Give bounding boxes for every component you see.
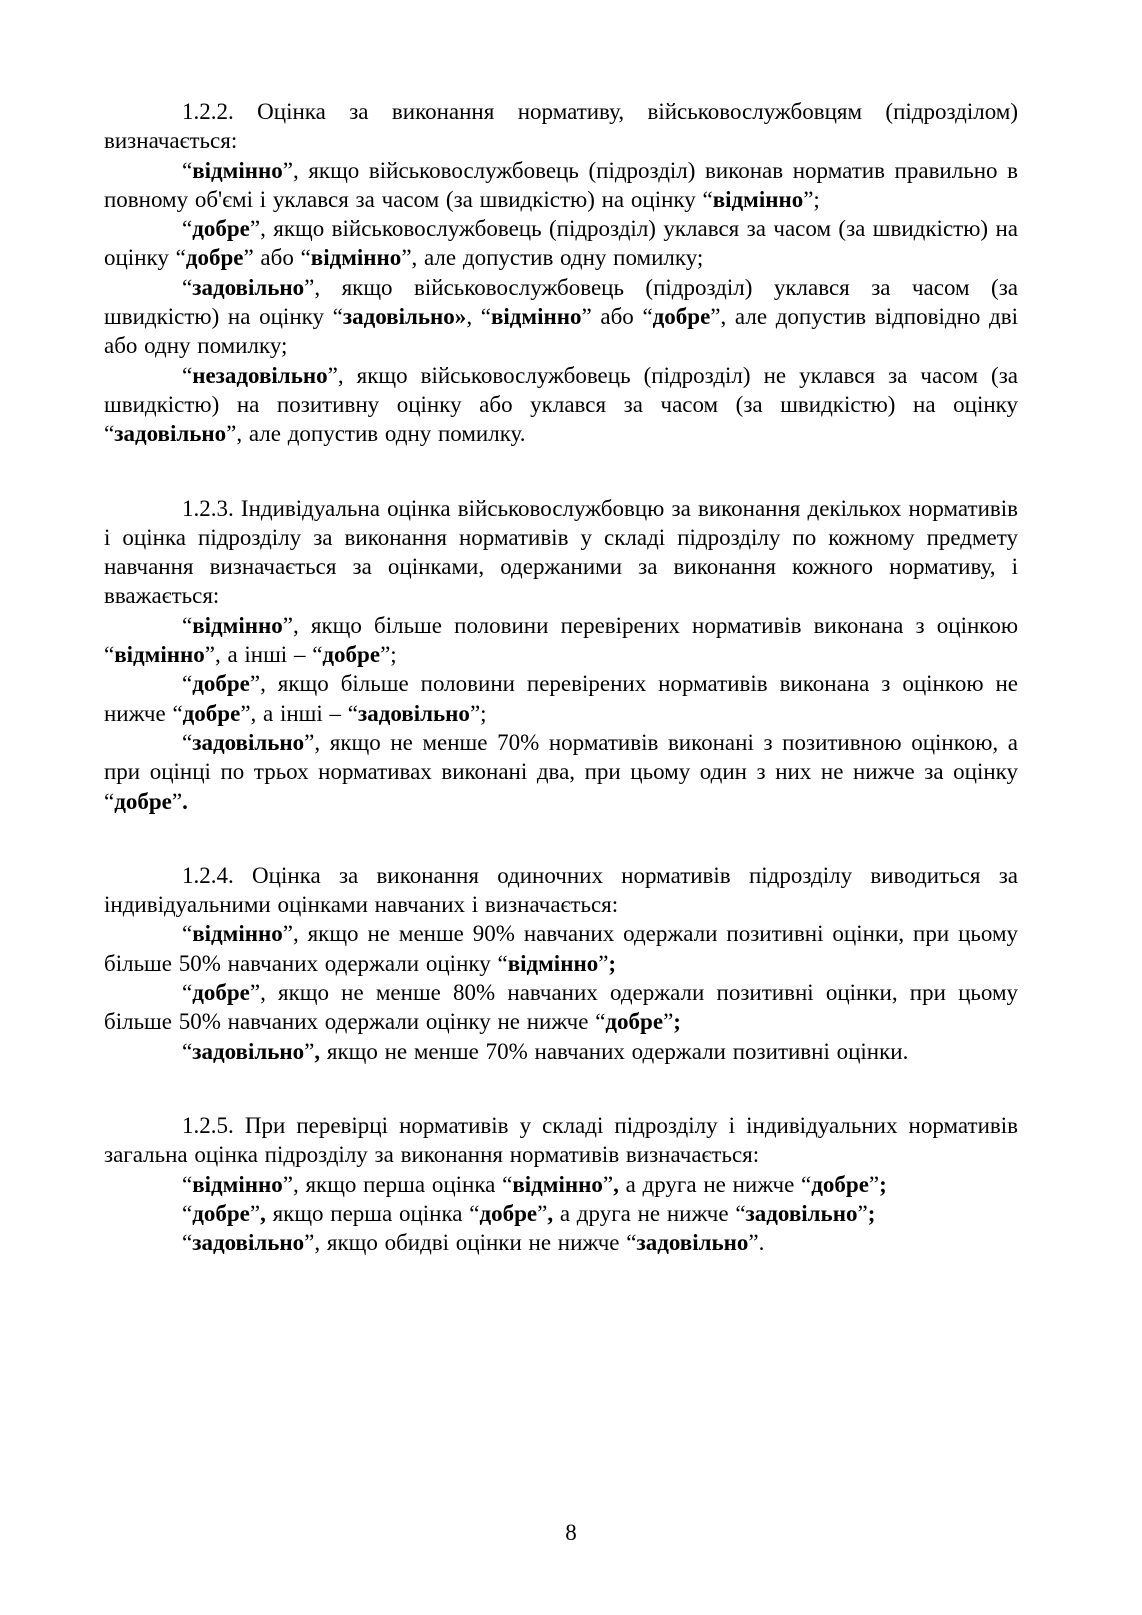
text-run: ”, якщо військовослужбовець (підрозділ) уклався за часом (за швидкістю) на оцінку “ — [104, 216, 1018, 271]
grade-term: добре — [185, 245, 244, 271]
paragraph — [104, 978, 1018, 1037]
paragraph — [104, 273, 1018, 361]
text-run: ”, але допустив одну помилку; — [401, 245, 704, 271]
grade-term: добре — [192, 216, 250, 242]
text-run: ” — [249, 1200, 261, 1226]
text-run: ”; — [469, 700, 487, 726]
grade-term: задовільно — [192, 729, 305, 755]
grade-term: добре — [605, 1009, 664, 1035]
grade-term: відмінно — [114, 642, 205, 668]
text-run: ”, якщо перша оцінка “ — [282, 1171, 513, 1197]
grade-term: задовільно» — [342, 304, 467, 330]
grade-term: незадовільно — [192, 362, 328, 388]
text-run: ” або “ — [581, 304, 653, 330]
text-run: “ — [182, 157, 193, 183]
grade-term: відмінно — [192, 157, 283, 183]
text-run: ” — [663, 1009, 674, 1035]
text-run: ”, але допустив відповідно дві або одну помилку; — [104, 304, 1018, 359]
text-run: ”; — [380, 642, 397, 668]
text-run: , “ — [466, 304, 491, 330]
paragraph — [104, 361, 1018, 449]
grade-term: добре — [192, 671, 250, 697]
grade-term: добре — [114, 788, 172, 814]
paragraph — [104, 669, 1018, 728]
grade-term: добре — [479, 1200, 538, 1226]
grade-term: задовільно — [358, 700, 470, 726]
text-run: ”, якщо обидві оцінки не нижче “ — [304, 1230, 637, 1256]
text-run: “ — [182, 1230, 193, 1256]
paragraph — [104, 97, 1018, 156]
text-run: ” — [857, 1200, 868, 1226]
grade-term: відмінно — [192, 612, 283, 638]
document-body — [104, 97, 1018, 1257]
page-number: 8 — [565, 1520, 577, 1545]
text-run: 1.2.5. При перевірці нормативів у складі підрозділу і індивідуальних нормативів загальна оцінка підрозділу за виконання нормативів визначається: — [104, 1112, 1018, 1168]
text-run: ”, якщо не менше 90% навчаних одержали позитивні оцінки, при цьому більше 50% навчаних одержали оцінку “ — [104, 921, 1018, 976]
text-run: “ — [182, 216, 193, 242]
text-run: ”, якщо військовослужбовець (підрозділ) не уклався за часом (за швидкістю) на позитивну оцінку або уклався за часом (за швидкістю) на оцінку “ — [104, 362, 1018, 447]
text-run: ” або “ — [243, 245, 311, 271]
grade-term: , — [547, 1200, 554, 1226]
text-run: якщо не менше 70% навчаних одержали позитивні оцінки. — [320, 1038, 909, 1064]
text-run: ”, якщо більше половини перевірених нормативів виконана з оцінкою не нижче “ — [104, 671, 1018, 726]
grade-term: відмінно — [192, 1171, 283, 1197]
grade-term: відмінно — [507, 950, 599, 976]
paragraph — [104, 214, 1018, 273]
text-run: “ — [182, 1038, 193, 1064]
grade-term: , — [613, 1171, 619, 1197]
paragraph — [104, 156, 1018, 215]
text-run: ”, а інші – “ — [204, 642, 323, 668]
text-run: “ — [182, 671, 193, 697]
text-run: “ — [182, 362, 193, 388]
grade-term: , — [314, 1038, 321, 1064]
paragraph — [104, 1037, 1018, 1066]
paragraph — [104, 611, 1018, 670]
text-run: ”, а інші – “ — [240, 700, 358, 726]
text-run: ” — [598, 950, 609, 976]
grade-term: відмінно — [512, 1171, 603, 1197]
grade-term: ; — [608, 950, 617, 976]
text-run: “ — [182, 1200, 193, 1226]
grade-term: відмінно — [712, 186, 804, 212]
text-run: ”, якщо не менше 70% нормативів виконані з позитивною оцінкою, а при оцінці по трьох нормативах виконані два, при цьому один з них не нижче за оцінку “ — [104, 729, 1018, 814]
grade-term: відмінно — [310, 245, 402, 271]
text-run: ”; — [803, 186, 820, 212]
paragraph — [104, 1199, 1018, 1228]
text-run: ” — [304, 1038, 315, 1064]
text-run: 1.2.3. Індивідуальна оцінка військовослужбовцю за виконання декількох нормативів і оцінка підрозділу за виконання нормативів у складі підрозділу по кожному предмету навчання визначається за оцінками, одержаними за виконання кожного нормативу, і вважається: — [104, 495, 1018, 609]
grade-term: задовільно — [192, 274, 305, 300]
text-run: ”, якщо військовослужбовець (підрозділ) уклався за часом (за швидкістю) на оцінку “ — [104, 274, 1018, 330]
grade-term: добре — [652, 304, 711, 330]
text-run: ” — [171, 788, 183, 814]
text-run: а друга не нижче “ — [553, 1200, 746, 1226]
text-run: 1.2.2. Оцінка за виконання нормативу, військовослужбовцям (підрозділом) визначається: — [104, 99, 1018, 154]
text-run: ” — [868, 1171, 880, 1197]
grade-term: задовільно — [192, 1038, 305, 1064]
text-run: “ — [182, 612, 193, 638]
section-1.2.2 — [104, 97, 1018, 449]
section-1.2.3 — [104, 494, 1018, 816]
text-run: якщо перша оцінка “ — [265, 1200, 480, 1226]
text-run: “ — [182, 729, 193, 755]
paragraph — [104, 1228, 1018, 1257]
grade-term: добре — [322, 642, 381, 668]
grade-term: відмінно — [192, 921, 283, 947]
paragraph — [104, 919, 1018, 978]
text-run: “ — [182, 980, 193, 1006]
text-run: ” — [602, 1171, 614, 1197]
text-run: а друга не нижче “ — [618, 1171, 812, 1197]
grade-term: задовільно — [114, 421, 227, 447]
grade-term: , — [260, 1200, 266, 1226]
grade-term: . — [182, 788, 188, 814]
paragraph — [104, 1170, 1018, 1199]
section-1.2.4 — [104, 861, 1018, 1066]
text-run: ”, якщо військовослужбовець (підрозділ) виконав норматив правильно в повному об'ємі і уклався за часом (за швидкістю) на оцінку “ — [104, 157, 1018, 212]
text-run: “ — [182, 1171, 193, 1197]
grade-term: ; — [673, 1009, 681, 1035]
text-run: “ — [182, 921, 193, 947]
text-run: “ — [182, 274, 193, 300]
text-run: ”, якщо більше половини перевірених нормативів виконана з оцінкою “ — [104, 612, 1018, 668]
grade-term: добре — [192, 1200, 250, 1226]
paragraph — [104, 1111, 1018, 1170]
text-run: ” — [537, 1200, 548, 1226]
grade-term: відмінно — [490, 304, 582, 330]
text-run: 1.2.4. Оцінка за виконання одиночних нормативів підрозділу виводиться за індивідуальними оцінками навчаних і визначається: — [104, 862, 1018, 918]
paragraph — [104, 728, 1018, 816]
text-run: ”, якщо не менше 80% навчаних одержали позитивні оцінки, при цьому більше 50% навчаних одержали оцінку не нижче “ — [104, 980, 1018, 1035]
paragraph — [104, 494, 1018, 611]
grade-term: задовільно — [636, 1230, 749, 1256]
text-run: ”. — [748, 1230, 765, 1256]
paragraph — [104, 861, 1018, 920]
grade-term: задовільно — [192, 1230, 305, 1256]
text-run: ”, але допустив одну помилку. — [226, 421, 526, 447]
grade-term: добре — [182, 700, 241, 726]
grade-term: ; — [867, 1200, 876, 1226]
section-1.2.5 — [104, 1111, 1018, 1257]
grade-term: задовільно — [745, 1200, 858, 1226]
grade-term: добре — [811, 1171, 869, 1197]
grade-term: ; — [879, 1171, 887, 1197]
grade-term: добре — [192, 980, 250, 1006]
